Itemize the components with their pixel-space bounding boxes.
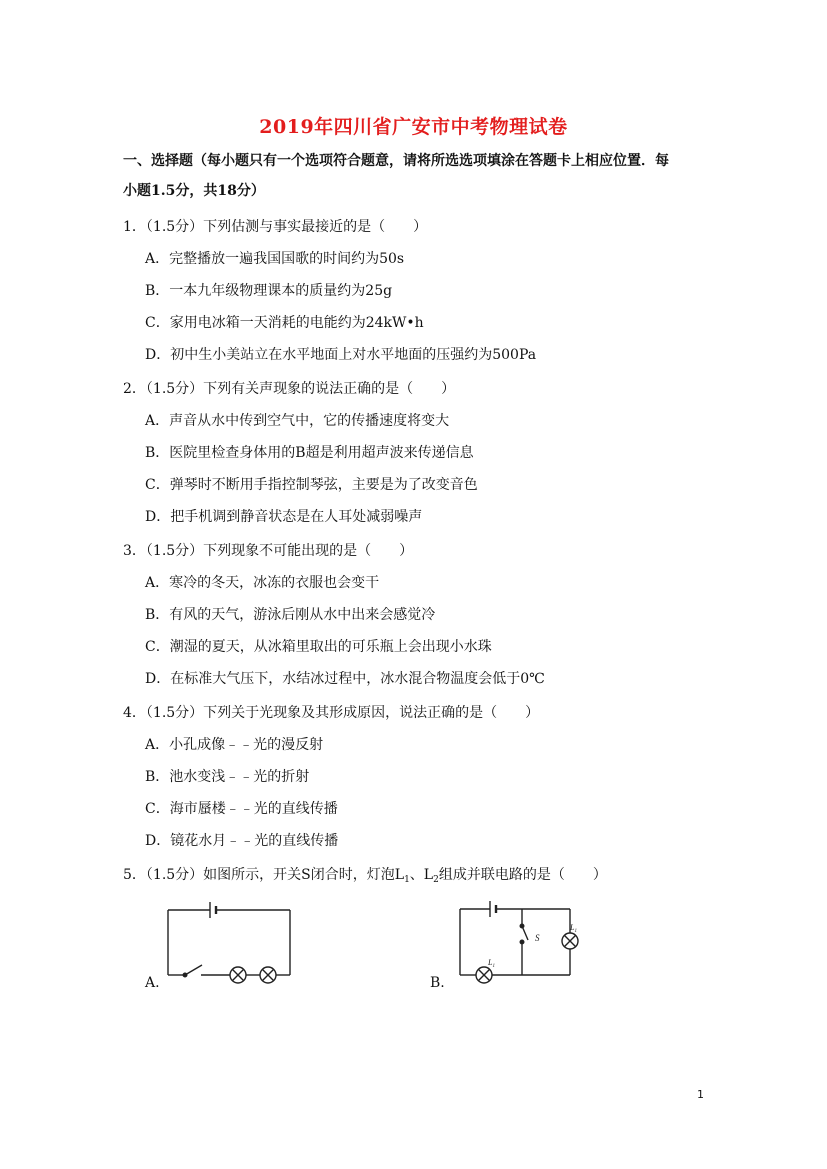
- question-5-stem: [123, 866, 607, 889]
- question-4-option-b: B．池水变浅﹣﹣光的折射: [145, 769, 310, 785]
- question-3-option-c: C．潮湿的夏天，从冰箱里取出的可乐瓶上会出现小水珠: [145, 639, 492, 655]
- switch-blade: [522, 926, 528, 940]
- question-4-option-a: A．小孔成像﹣﹣光的漫反射: [145, 737, 324, 753]
- lamp-bottom-label: [487, 958, 495, 969]
- question-4-stem: 4．（1.5分）下列关于光现象及其形成原因，说法正确的是（ ）: [123, 705, 540, 721]
- section-heading-line2: 小题1.5分，共18分）: [123, 183, 265, 199]
- switch-label: S: [535, 933, 540, 943]
- question-1-option-d: D．初中生小美站立在水平地面上对水平地面的压强约为500Pa: [145, 347, 537, 363]
- circuit-diagram-b: [458, 900, 588, 986]
- lamp-right-label-letter: L: [570, 923, 575, 932]
- question-4-option-d: D．镜花水月﹣﹣光的直线传播: [145, 833, 339, 849]
- question-5-stem-part3: 组成并联电路的是（ ）: [438, 867, 607, 883]
- question-4-option-c: C．海市蜃楼﹣﹣光的直线传播: [145, 801, 338, 817]
- question-2-stem: 2．（1.5分）下列有关声现象的说法正确的是（ ）: [123, 381, 456, 397]
- question-3-option-b: B．有风的天气，游泳后刚从水中出来会感觉冷: [145, 607, 436, 623]
- question-1-stem: 1．（1.5分）下列估测与事实最接近的是（ ）: [123, 219, 428, 235]
- question-2-option-d: D．把手机调到静音状态是在人耳处减弱噪声: [145, 509, 423, 525]
- section-heading-line1: 一、选择题（每小题只有一个选项符合题意，请将所选选项填涂在答题卡上相应位置．每: [123, 153, 669, 169]
- question-2-option-c: C．弹琴时不断用手指控制琴弦，主要是为了改变音色: [145, 477, 478, 493]
- diagram-b-label: B.: [430, 975, 445, 991]
- question-1-option-b: B．一本九年级物理课本的质量约为25g: [145, 283, 393, 299]
- question-3-option-d: D．在标准大气压下，水结冰过程中，冰水混合物温度会低于0℃: [145, 671, 545, 687]
- question-2-option-a: A．声音从水中传到空气中，它的传播速度将变大: [145, 413, 450, 429]
- page-title: 2019年四川省广安市中考物理试卷: [259, 116, 568, 138]
- lamp-bottom-label-sub: 1: [492, 964, 495, 969]
- section-heading: [123, 146, 713, 206]
- diagram-a-label: A.: [145, 975, 160, 991]
- switch-blade: [185, 965, 202, 975]
- question-5-sub-2: 2: [433, 875, 439, 885]
- circuit-diagram-a: [165, 902, 295, 984]
- question-3-option-a: A．寒冷的冬天，冰冻的衣服也会变干: [145, 575, 380, 591]
- question-2-option-b: B．医院里检查身体用的B超是利用超声波来传递信息: [145, 445, 474, 461]
- question-5-sub-1: 1: [404, 875, 410, 885]
- page-number: 1: [697, 1088, 704, 1101]
- lamp-bottom-label-letter: L: [488, 958, 493, 967]
- question-3-stem: 3．（1.5分）下列现象不可能出现的是（ ）: [123, 543, 414, 559]
- question-5-stem-part1: 5．（1.5分）如图所示，开关S闭合时，灯泡L: [123, 867, 405, 883]
- lamp-right-label-sub: 1: [574, 929, 577, 934]
- question-5-stem-part2: 、L: [409, 867, 434, 883]
- question-1-option-a: A．完整播放一遍我国国歌的时间约为50s: [145, 251, 405, 267]
- question-1-option-c: C．家用电冰箱一天消耗的电能约为24kW•h: [145, 315, 424, 331]
